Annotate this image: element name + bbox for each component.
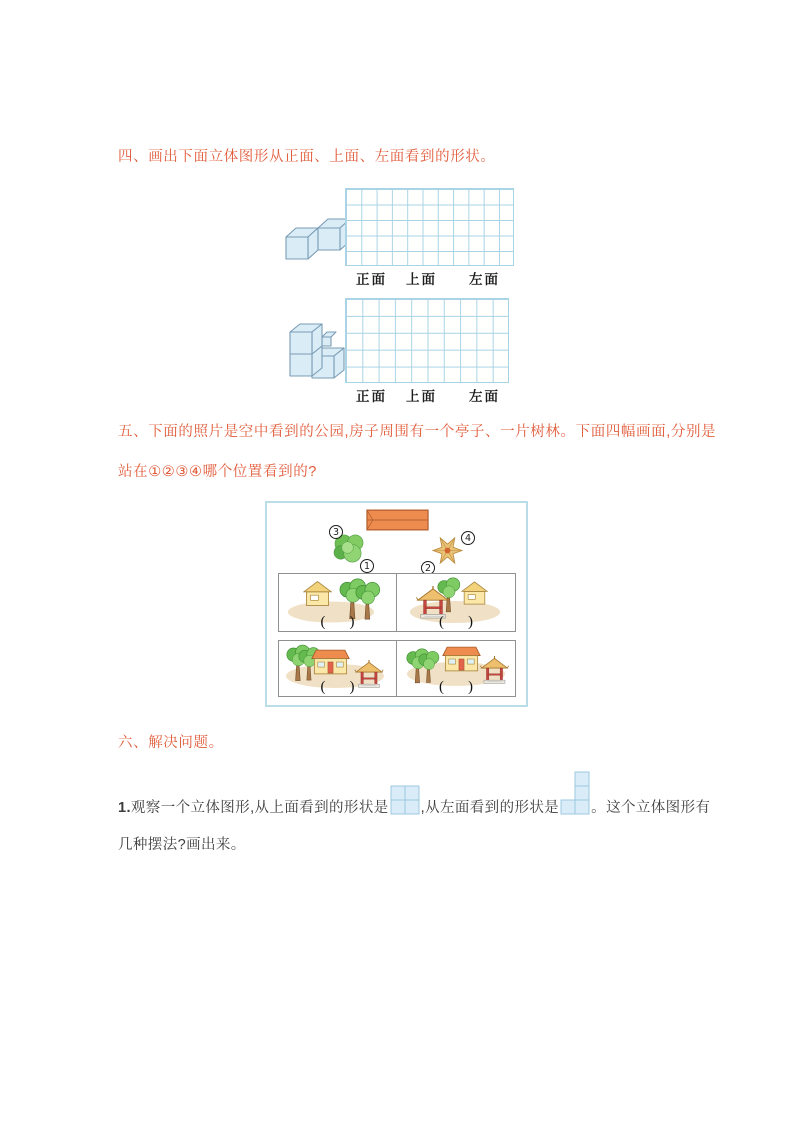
problem1-text-3: 。这个立体图形有 <box>591 800 711 816</box>
pavilion-top-view-icon <box>432 535 463 566</box>
view-label-top-2: 上面 <box>406 389 437 404</box>
park-panel-row-2 <box>278 640 516 697</box>
answer-grid-1 <box>345 188 514 266</box>
answer-blank-2[interactable]: ( ) <box>439 614 473 630</box>
position-label-3: 3 <box>329 525 343 539</box>
section4-title: 四、画出下面立体图形从正面、上面、左面看到的形状。 <box>118 149 496 165</box>
park-panel-4 <box>397 640 516 697</box>
top-view-shape <box>390 785 420 815</box>
view-label-front-2: 正面 <box>356 389 387 404</box>
park-panel-3 <box>278 640 397 697</box>
park-aerial-figure <box>265 501 528 707</box>
house-roof-top-view-icon <box>366 509 429 531</box>
position-label-4: 4 <box>461 531 475 545</box>
section5-title-line1: 五、下面的照片是空中看到的公园,房子周围有一个亭子、一片树林。下面四幅画面,分别是 <box>118 424 717 440</box>
section5-title-line2: 站在①②③④哪个位置看到的? <box>118 464 317 480</box>
view-label-front-1: 正面 <box>356 272 387 287</box>
answer-grid-2 <box>345 298 509 383</box>
view-label-left-1: 左面 <box>469 272 500 287</box>
park-panel-2 <box>397 573 516 632</box>
answer-blank-4[interactable]: ( ) <box>439 679 473 695</box>
answer-blank-3[interactable]: ( ) <box>320 679 355 695</box>
park-panel-row-1 <box>278 573 516 632</box>
section6-title: 六、解决问题。 <box>118 735 224 751</box>
problem1-line1 <box>118 772 710 817</box>
problem1-text-1: 观察一个立体图形,从上面看到的形状是 <box>130 800 389 816</box>
position-label-1: 1 <box>360 559 374 573</box>
cube-figure-1 <box>283 210 353 262</box>
left-view-shape <box>560 771 590 815</box>
answer-blank-1[interactable]: ( ) <box>320 614 355 630</box>
view-label-top-1: 上面 <box>406 272 437 287</box>
park-panel-1 <box>278 573 397 632</box>
problem1-number: 1. <box>118 800 131 816</box>
problem1-text-2: ,从左面看到的形状是 <box>420 800 560 816</box>
problem1-line2: 几种摆法?画出来。 <box>118 837 246 853</box>
view-label-left-2: 左面 <box>469 389 500 404</box>
position-label-2: 2 <box>421 561 435 575</box>
